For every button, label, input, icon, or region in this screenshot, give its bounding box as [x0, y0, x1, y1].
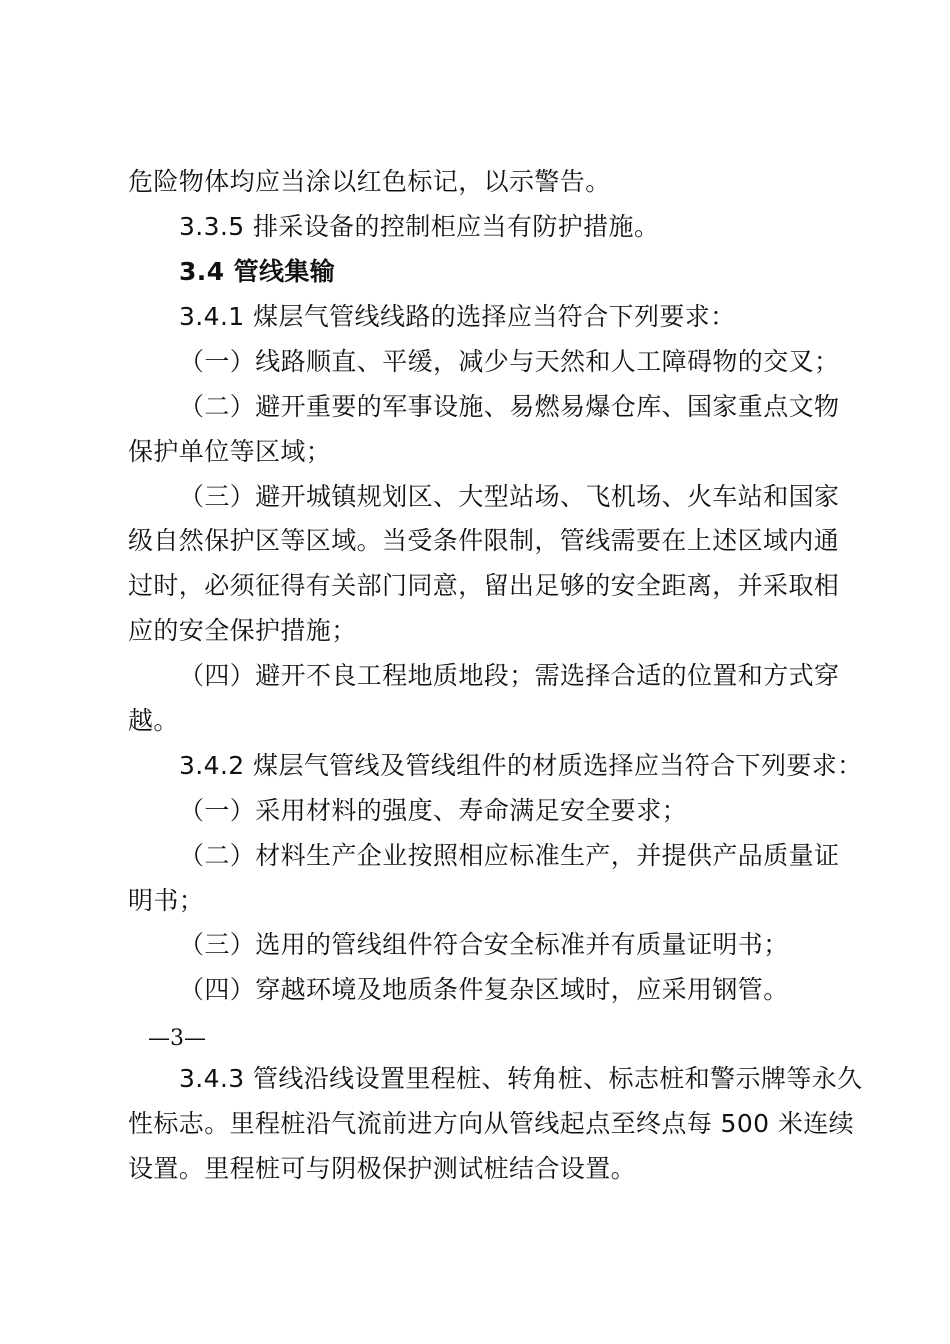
- list-item-1: （一）采用材料的强度、寿命满足安全要求；: [179, 796, 688, 825]
- list-item-2: （二）材料生产企业按照相应标准生产，并提供产品质量证: [179, 841, 840, 870]
- list-item-3: （三）选用的管线组件符合安全标准并有质量证明书；: [179, 930, 789, 959]
- list-item-3-continued: 级自然保护区等区域。当受条件限制，管线需要在上述区域内通: [128, 526, 840, 555]
- list-item-1: （一）线路顺直、平缓，减少与天然和人工障碍物的交叉；: [179, 347, 840, 376]
- paragraph-line: 危险物体均应当涂以红色标记，以示警告。: [128, 167, 611, 196]
- list-item-3-continued: 过时，必须征得有关部门同意，留出足够的安全距离，并采取相: [128, 571, 840, 600]
- list-item-2-continued: 明书；: [128, 886, 205, 915]
- clause-3-4-2: 3.4.2 煤层气管线及管线组件的材质选择应当符合下列要求：: [179, 751, 863, 780]
- clause-3-4-1: 3.4.1 煤层气管线线路的选择应当符合下列要求：: [179, 302, 736, 331]
- section-heading-3-4: 3.4 管线集输: [179, 257, 336, 286]
- list-item-4-continued: 越。: [128, 706, 179, 735]
- clause-3-4-3: 3.4.3 管线沿线设置里程桩、转角桩、标志桩和警示牌等永久: [179, 1064, 863, 1093]
- list-item-3-continued: 应的安全保护措施；: [128, 616, 357, 645]
- list-item-2: （二）避开重要的军事设施、易燃易爆仓库、国家重点文物: [179, 392, 840, 421]
- page-number: —3—: [148, 1026, 206, 1051]
- list-item-4: （四）穿越环境及地质条件复杂区域时，应采用钢管。: [179, 975, 789, 1004]
- clause-3-4-3-continued: 设置。里程桩可与阴极保护测试桩结合设置。: [128, 1154, 637, 1183]
- list-item-3: （三）避开城镇规划区、大型站场、飞机场、火车站和国家: [179, 482, 840, 511]
- list-item-2-continued: 保护单位等区域；: [128, 437, 332, 466]
- clause-3-3-5: 3.3.5 排采设备的控制柜应当有防护措施。: [179, 212, 660, 241]
- list-item-4: （四）避开不良工程地质地段；需选择合适的位置和方式穿: [179, 661, 840, 690]
- clause-3-4-3-continued: 性标志。里程桩沿气流前进方向从管线起点至终点每 500 米连续: [128, 1109, 855, 1138]
